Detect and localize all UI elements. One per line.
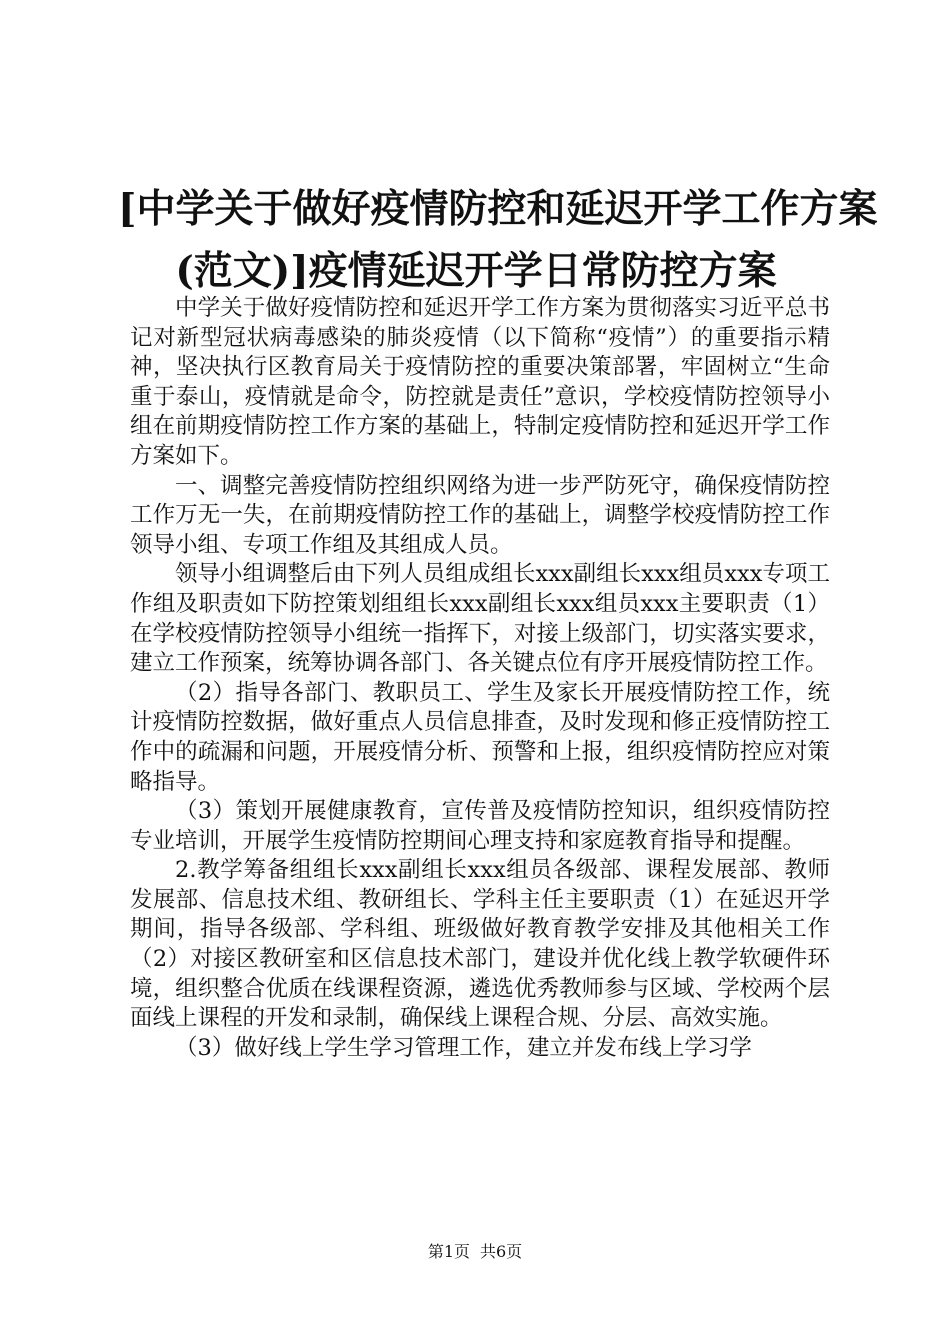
title-line-2: (范文)]疫情延迟开学日常防控方案 <box>175 248 777 294</box>
paragraph-teaching-group: 2.教学筹备组组长xxx副组长xxx组员各级部、课程发展部、教师发展部、信息技术组、教研组长、学科主任主要职责（1）在延迟开学期间，指导各级部、学科组、班级做好教育教学安排及其他相关工作（2）对接区教研室和区信息技术部门，建设并优化线上教学软硬件环境，组织整合优质在线课程资源，遴选优秀教师参与区域、学校两个层面线上课程的开发和录制，确保线上课程合规、分层、高效实施。 <box>130 857 830 1032</box>
paragraph-duty-2: （2）指导各部门、教职员工、学生及家长开展疫情防控工作，统计疫情防控数据，做好重点人员信息排查，及时发现和修正疫情防控工作中的疏漏和问题，开展疫情分析、预警和上报，组织疫情防控应对策略指导。 <box>130 679 830 795</box>
document-body <box>130 294 830 1063</box>
paragraph-intro: 中学关于做好疫情防控和延迟开学工作方案为贯彻落实习近平总书记对新型冠状病毒感染的肺炎疫情（以下简称“疫情”）的重要指示精神，坚决执行区教育局关于疫情防控的重要决策部署，牢固树立“生命重于泰山，疫情就是命令，防控就是责任”意识，学校疫情防控领导小组在前期疫情防控工作方案的基础上，特制定疫情防控和延迟开学工作方案如下。 <box>130 295 830 469</box>
paragraph-section-1: 一、调整完善疫情防控组织网络为进一步严防死守，确保疫情防控工作万无一失，在前期疫情防控工作的基础上，调整学校疫情防控工作领导小组、专项工作组及其组成人员。 <box>130 472 830 558</box>
paragraph-duty-3: （3）策划开展健康教育，宣传普及疫情防控知识，组织疫情防控专业培训，开展学生疫情防控期间心理支持和家庭教育指导和提醒。 <box>130 798 830 854</box>
page-number: 第1页 <box>427 1242 470 1261</box>
paragraph-teaching-duty-3: （3）做好线上学生学习管理工作，建立并发布线上学习学 <box>175 1034 752 1061</box>
document-title <box>118 178 878 302</box>
title-line-1: [中学关于做好疫情防控和延迟开学工作方案 <box>118 186 878 232</box>
page-footer <box>0 1242 950 1262</box>
paragraph-leadership-group: 领导小组调整后由下列人员组成组长xxx副组长xxx组员xxx专项工作组及职责如下防控策划组组长xxx副组长xxx组员xxx主要职责（1）在学校疫情防控领导小组统一指挥下，对接上级部门，切实落实要求，建立工作预案，统筹协调各部门、各关键点位有序开展疫情防控工作。 <box>130 561 830 677</box>
page-total: 共6页 <box>480 1242 523 1261</box>
